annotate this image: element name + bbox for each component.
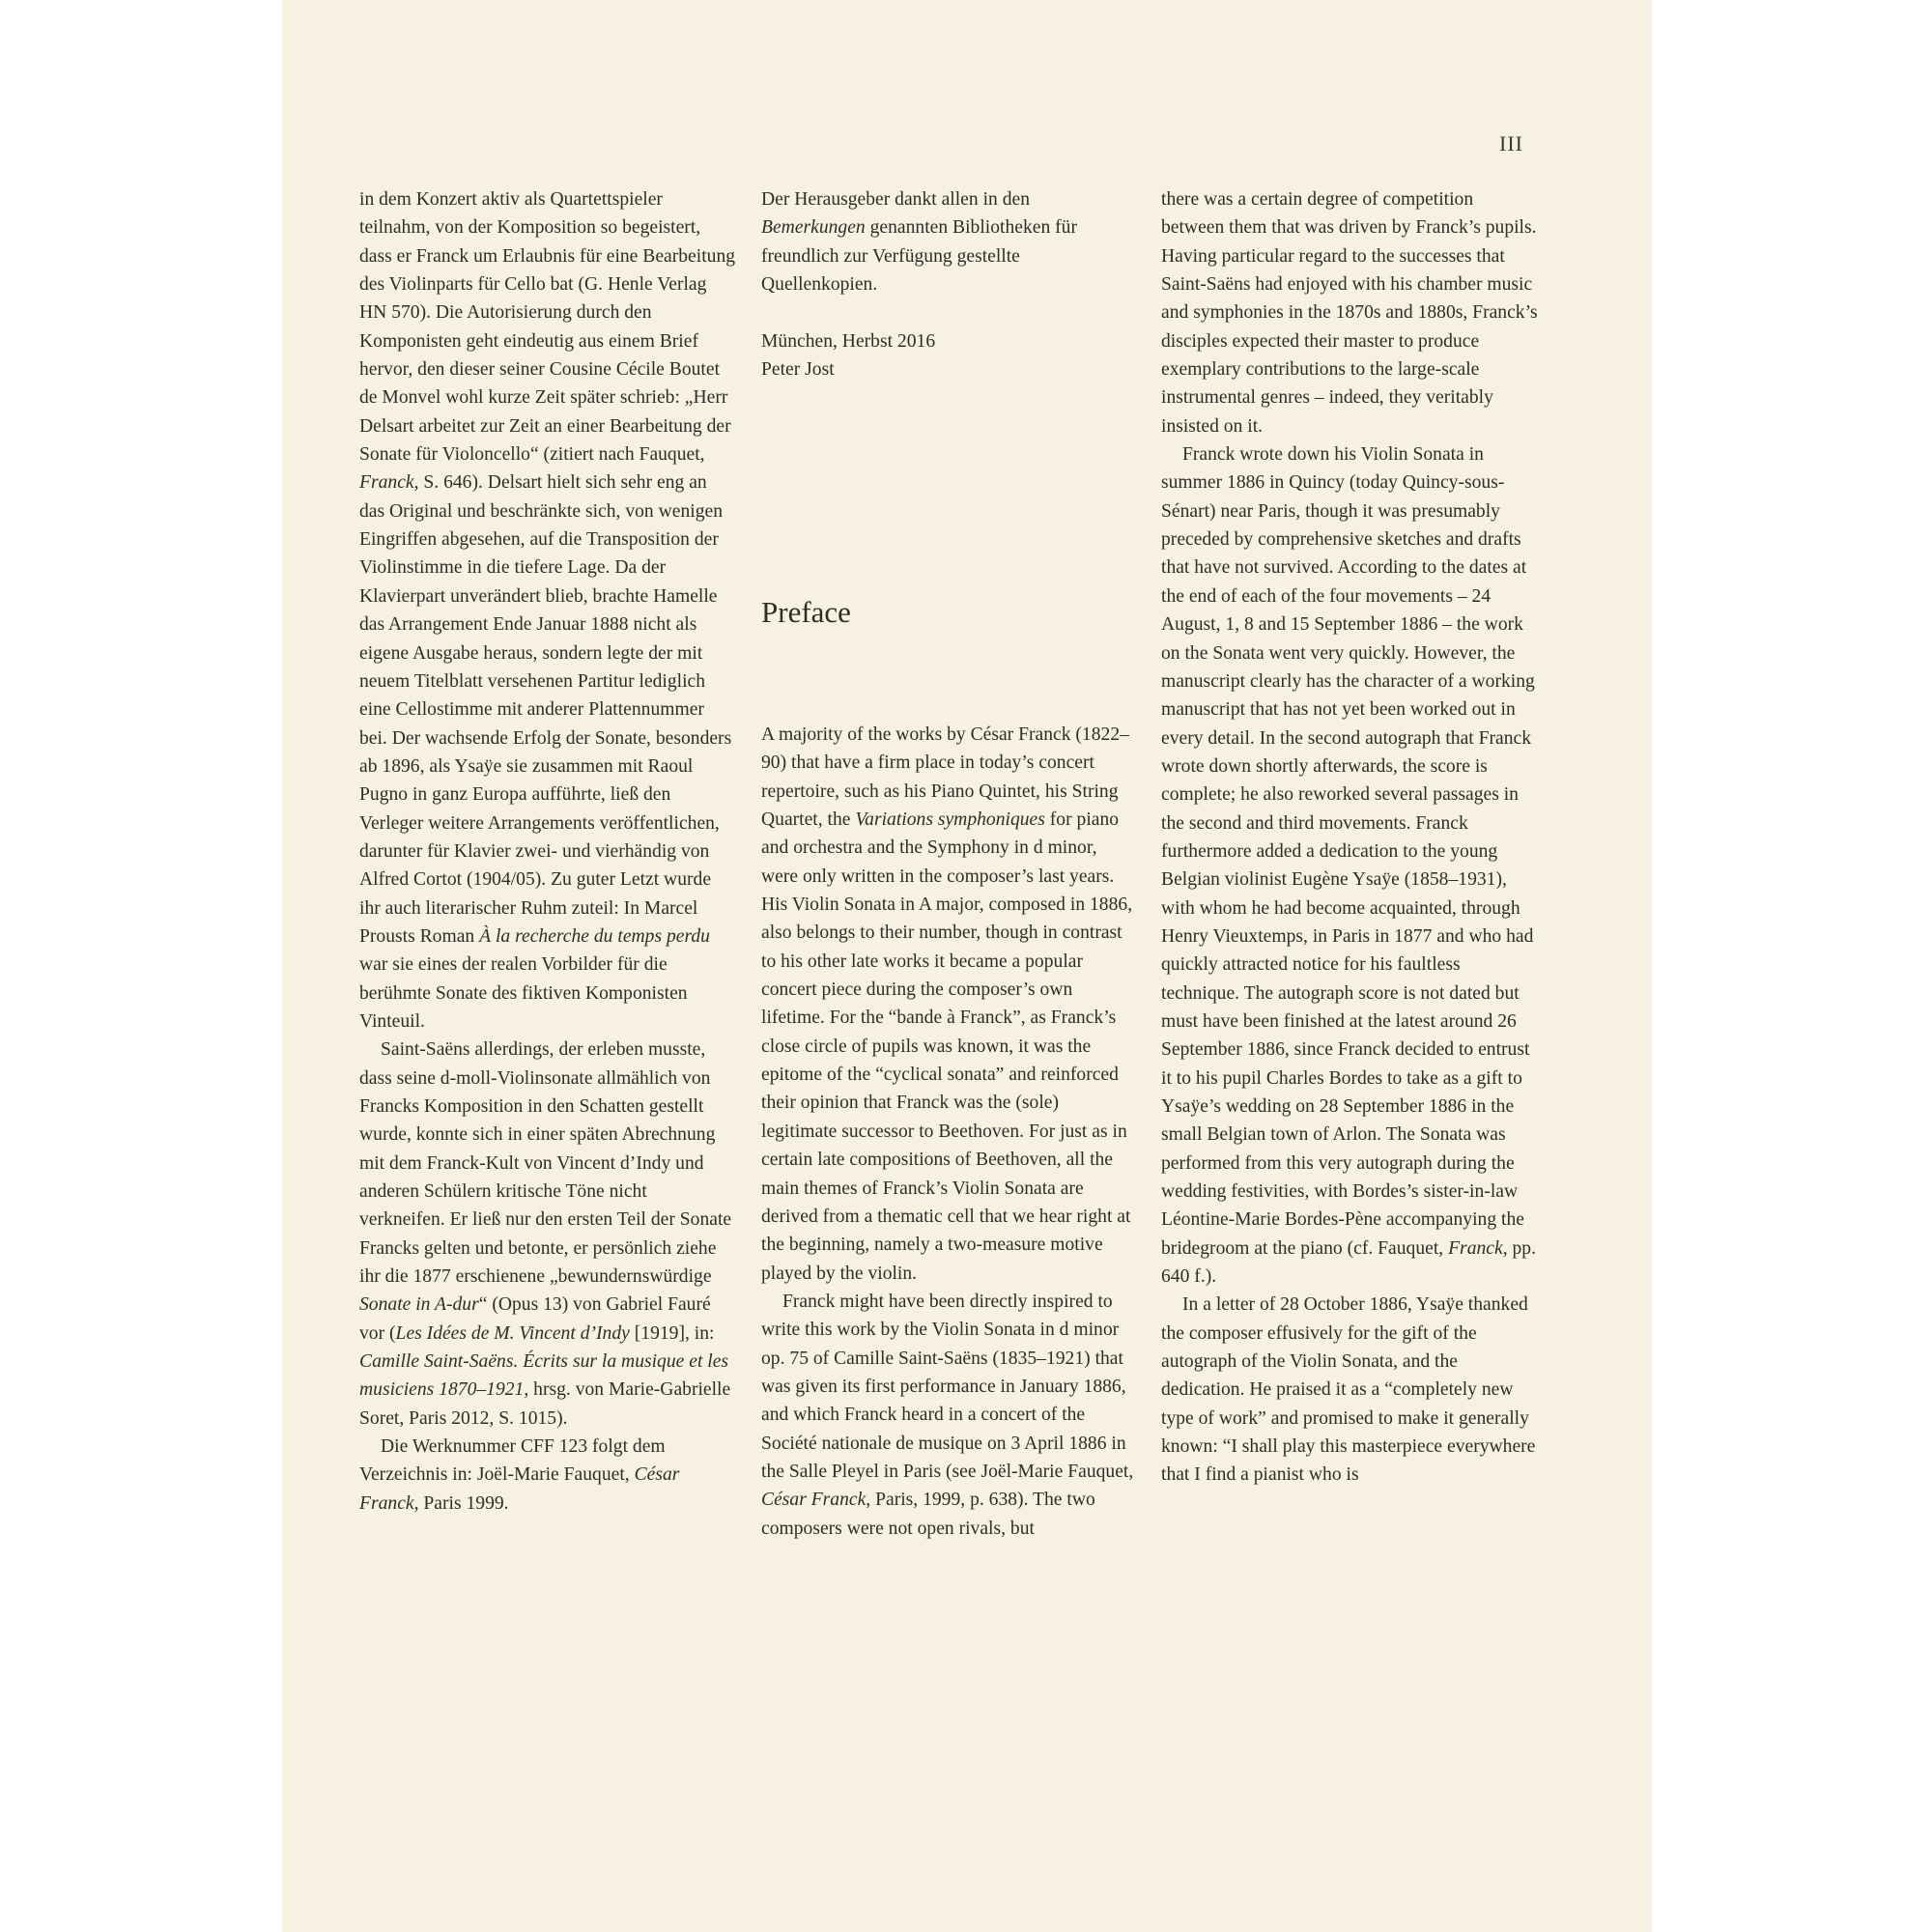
paragraph: In a letter of 28 October 1886, Ysaÿe thanked the composer effusively for the gift of the autograph of the Violin Sonata, and the dedication. He praised it as a “completely new type of work” and promised to make it generally known: “I shall play this masterpiece everywhere that I find a pianist who is xyxy=(1161,1294,1536,1486)
column-right xyxy=(1161,185,1538,1490)
paragraph: Die Werknummer CFF 123 folgt dem Verzeichnis in: Joël-Marie Fauquet, César Franck, Paris 1999. xyxy=(359,1436,680,1514)
author: Peter Jost xyxy=(761,359,835,381)
paragraph: in dem Konzert aktiv als Quartettspieler teilnahm, von der Komposition so begeistert, dass er Franck um Erlaubnis für eine Bearbeitung des Violinparts für Cello bat (G. Henle Verlag HN 570). Die Autorisierung durch den Komponisten geht eindeutig aus einem Brief hervor, den dieser seiner Cousine Cécile Boutet de Monvel wohl kurze Zeit später schrieb: „Herr Delsart arbeitet zur Zeit an einer Bearbeitung der Sonate für Violoncello“ (zitiert nach Fauquet, Franck, S. 646). Delsart hielt sich sehr eng an das Original und beschränkte sich, von wenigen Eingriffen abgesehen, auf die Transposition der Violinstimme in die tiefere Lage. Da der Klavierpart unverändert blieb, brachte Hamelle das Arrangement Ende Januar 1888 nicht als eigene Ausgabe heraus, sondern legte der mit neuem Titelblatt versehenen Partitur lediglich eine Cellostimme mit anderer Plattennummer bei. Der wachsende Erfolg der Sonate, besonders ab 1896, als Ysaÿe sie zusammen mit Raoul Pugno in ganz Europa aufführte, ließ den Verleger weitere Arrangements veröffentlichen, darunter für Klavier zwei- und vierhändig von Alfred Cortot (1904/05). Zu guter Letzt wurde ihr auch literarischer Ruhm zuteil: In Marcel Prousts Roman À la recherche du temps perdu war sie eines der realen Vorbilder für die berühmte Sonate des fiktiven Komponisten Vinteuil. xyxy=(359,189,736,1032)
paragraph: Franck wrote down his Violin Sonata in summer 1886 in Quincy (today Quincy-sous-Sénart) near Paris, though it was presumably preceded by comprehensive sketches and drafts that have not survived. According to the dates at the end of each of the four movements – 24 August, 1, 8 and 15 September 1886 – the work on the Sonata went very quickly. However, the manuscript clearly has the character of a working manuscript that has not yet been worked out in every detail. In the second autograph that Franck wrote down shortly afterwards, the score is complete; he also reworked several passages in the second and third movements. Franck furthermore added a dedication to the young Belgian violinist Eugène Ysaÿe (1858–1931), with whom he had become acquainted, through Henry Vieuxtemps, in Paris in 1877 and who had quickly attracted notice for his faultless technique. The autograph score is not dated but must have been finished at the latest around 26 September 1886, since Franck decided to entrust it to his pupil Charles Bordes to take as a gift to Ysaÿe’s wedding on 28 September 1886 in the small Belgian town of Arlon. The Sonata was performed from this very autograph during the wedding festivities, with Bordes’s sister-in-law Léontine-Marie Bordes-Pène accompanying the bridegroom at the piano (cf. Fauquet, Franck, pp. 640 f.). xyxy=(1161,444,1536,1288)
place-date: München, Herbst 2016 xyxy=(761,330,936,352)
column-left xyxy=(359,185,736,1518)
section-heading: Preface xyxy=(761,595,851,629)
paragraph: Franck might have been directly inspired to write this work by the Violin Sonata in d minor op. 75 of Camille Saint-Saëns (1835–1921) that was given its first performance in January 1886, and which Franck heard in a concert of the Société nationale de musique on 3 April 1886 in the Salle Pleyel in Paris (see Joël-Marie Fauquet, César Franck, Paris, 1999, p. 638). The two composers were not open rivals, but xyxy=(761,1291,1134,1539)
column-middle-top xyxy=(761,185,1138,384)
paragraph: there was a certain degree of competition between them that was driven by Franck’s pupils. Having particular regard to the successes that Saint-Saëns had enjoyed with his chamber music and symphonies in the 1870s and 1880s, Franck’s disciples expected their master to produce exemplary contributions to the large-scale instrumental genres – indeed, they veritably insisted on it. xyxy=(1161,189,1538,437)
paragraph: Saint-Saëns allerdings, der erleben musste, dass seine d-moll-Violinsonate allmählich von Francks Komposition in den Schatten gestellt wurde, konnte sich in einer späten Abrechnung mit dem Franck-Kult von Vincent d’Indy und anderen Schülern kritische Töne nicht verkneifen. Er ließ nur den ersten Teil der Sonate Francks gelten und betonte, er persönlich ziehe ihr die 1877 erschienene „bewundernswürdige Sonate in A-dur“ (Opus 13) von Gabriel Fauré vor (Les Idées de M. Vincent d’Indy [1919], in: Camille Saint-Saëns. Écrits sur la musique et les musiciens 1870–1921, hrsg. von Marie-Gabrielle Soret, Paris 2012, S. 1015). xyxy=(359,1039,732,1429)
paragraph: A majority of the works by César Franck (1822–90) that have a firm place in today’s concert repertoire, such as his Piano Quintet, his String Quartet, the Variations symphoniques for piano and orchestra and the Symphony in d minor, were only written in the composer’s last years. His Violin Sonata in A major, composed in 1886, also belongs to their number, though in contrast to his other late works it became a popular concert piece during the composer’s own lifetime. For the “bande à Franck”, as Franck’s close circle of pupils was known, it was the epitome of the “cyclical sonata” and reinforced their opinion that Franck was the (sole) legitimate successor to Beethoven. For just as in certain late compositions of Beethoven, all the main themes of Franck’s Violin Sonata are derived from a thematic cell that we hear right at the beginning, namely a two-measure motive played by the violin. xyxy=(761,724,1133,1284)
paragraph: Der Herausgeber dankt allen in den Bemerkungen genannten Bibliotheken für freundlich zur Verfügung gestellte Quellenkopien. xyxy=(761,189,1078,296)
page-number: III xyxy=(1499,131,1523,156)
column-middle-bottom xyxy=(761,721,1138,1543)
